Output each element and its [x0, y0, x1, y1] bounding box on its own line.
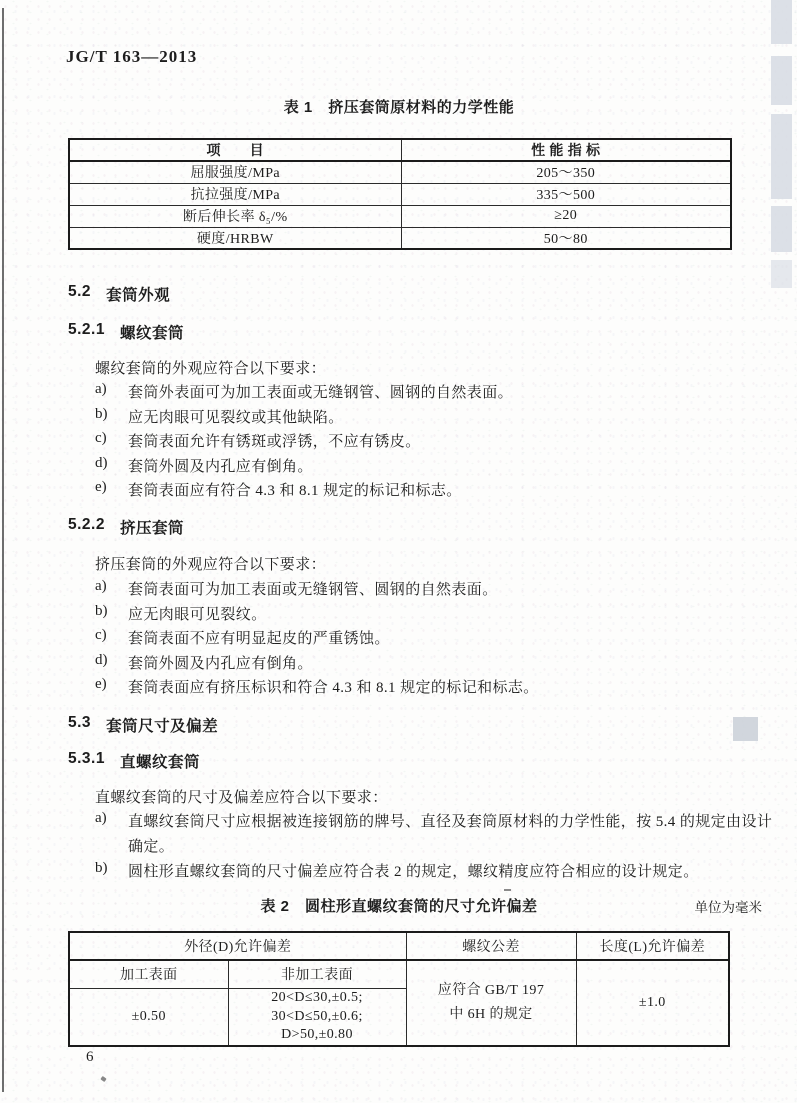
scan-band	[771, 114, 792, 199]
table1-value: 50～80	[401, 227, 731, 249]
table1-value: 335～500	[401, 183, 731, 205]
table1-item: 屈服强度/MPa	[69, 161, 401, 183]
list-item-label: a)	[95, 810, 107, 826]
table2-sub-unmachined: 非加工表面	[228, 960, 406, 988]
table2-col-outer-diameter: 外径(D)允许偏差	[69, 932, 406, 960]
list-item	[95, 455, 513, 480]
unmachined-line2: 30<D≤50,±0.6;	[271, 1008, 363, 1024]
unmachined-line3: D>50,±0.80	[281, 1027, 353, 1042]
scan-band	[771, 56, 792, 105]
list-item-label: b)	[95, 405, 108, 422]
list-item-label: d)	[95, 651, 108, 668]
list-item-label: a)	[95, 381, 107, 397]
list-item	[95, 479, 513, 504]
list-item	[95, 860, 776, 885]
scan-mark	[504, 889, 511, 891]
table2-header-row	[69, 932, 729, 960]
section-5-2-1-heading	[68, 321, 184, 343]
list-item-label: e)	[95, 676, 107, 692]
scan-edge-line	[2, 8, 4, 1092]
list-item-text: 套筒表面可为加工表面或无缝钢管、圆钢的自然表面。	[128, 582, 498, 598]
table1-item: 硬度/HRBW	[69, 227, 401, 249]
table1-value: 205～350	[401, 161, 731, 183]
table2-length-value: ±1.0	[576, 960, 729, 1046]
section-5-2-2-heading	[68, 516, 184, 538]
list-item-text: 应无肉眼可见裂纹或其他缺陷。	[128, 409, 344, 426]
list-item-label: d)	[95, 454, 108, 471]
table2-unmachined-values	[228, 988, 406, 1046]
table2	[68, 931, 730, 1047]
list-item	[95, 810, 776, 860]
scan-smudge	[733, 717, 758, 741]
list-item-label: c)	[95, 627, 107, 643]
section-number: 5.3	[68, 714, 92, 731]
table2-col-thread-tolerance: 螺纹公差	[406, 932, 576, 960]
thread-value-line2: 中 6H 的规定	[449, 1007, 533, 1022]
section-number: 5.2	[68, 283, 92, 300]
section-5-3-1-list	[95, 810, 776, 885]
scan-band	[771, 0, 792, 44]
table-row	[69, 227, 731, 249]
list-item-text: 圆柱形直螺纹套筒的尺寸偏差应符合表 2 的规定，螺纹精度应符合相应的设计规定。	[128, 864, 699, 880]
section-5-2-1-intro: 螺纹套筒的外观应符合以下要求：	[95, 361, 327, 377]
page-number: 6	[86, 1049, 94, 1065]
section-5-2-2-list	[95, 578, 539, 701]
table1-item: 抗拉强度/MPa	[69, 183, 401, 205]
list-item	[95, 603, 539, 628]
section-number: 5.3.1	[68, 750, 105, 767]
list-item-text: 套筒表面允许有锈斑或浮锈，不应有锈皮。	[128, 434, 421, 450]
list-item	[95, 406, 513, 431]
section-title: 套筒尺寸及偏差	[106, 718, 219, 735]
table1-item: 断后伸长率 δ₅/%	[69, 205, 401, 227]
table1-value: ≥20	[401, 205, 731, 227]
table2-thread-value	[406, 960, 576, 1046]
section-5-2-heading	[68, 283, 170, 305]
unit-note: 单位为毫米	[694, 900, 762, 915]
list-item	[95, 652, 539, 677]
unmachined-line1: 20<D≤30,±0.5;	[271, 990, 363, 1005]
list-item-text: 套筒外圆及内孔应有倒角。	[128, 655, 313, 672]
list-item	[95, 676, 539, 701]
table1-caption: 表 1 挤压套筒原材料的力学性能	[283, 99, 515, 116]
scan-band	[771, 260, 792, 288]
list-item-label: b)	[95, 602, 108, 619]
section-5-3-1-intro: 直螺纹套筒的尺寸及偏差应符合以下要求：	[95, 790, 388, 806]
list-item	[95, 627, 539, 652]
section-5-2-1-list	[95, 381, 513, 504]
table1-col-value: 性 能 指 标	[401, 139, 731, 161]
table-row	[69, 161, 731, 183]
table2-sub-machined: 加工表面	[69, 960, 228, 988]
section-title: 套筒外观	[106, 287, 171, 304]
list-item-text: 套筒表面不应有明显起皮的严重锈蚀。	[128, 631, 390, 647]
list-item-text: 套筒表面应有挤压标识和符合 4.3 和 8.1 规定的标记和标志。	[128, 680, 539, 696]
list-item-text: 套筒表面应有符合 4.3 和 8.1 规定的标记和标志。	[128, 483, 462, 499]
thread-value-line1: 应符合 GB/T 197	[437, 983, 545, 998]
list-item	[95, 381, 513, 406]
list-item-label: e)	[95, 479, 107, 495]
list-item-label: b)	[95, 860, 108, 876]
scan-band	[771, 206, 792, 252]
section-title: 挤压套筒	[119, 520, 184, 537]
section-title: 螺纹套筒	[119, 325, 184, 342]
section-5-3-1-heading	[68, 750, 200, 772]
list-item	[95, 430, 513, 455]
table2-caption: 表 2 圆柱形直螺纹套筒的尺寸允许偏差	[260, 898, 538, 915]
table2-col-length: 长度(L)允许偏差	[576, 932, 729, 960]
table1	[68, 138, 732, 250]
section-5-3-heading	[68, 714, 218, 736]
section-number: 5.2.1	[68, 321, 105, 338]
table1-header-row	[69, 139, 731, 161]
table1-col-item: 项 目	[69, 139, 401, 161]
standard-number: JG/T 163—2013	[66, 47, 198, 66]
table2-machined-value: ±0.50	[69, 988, 228, 1046]
list-item-text: 应无肉眼可见裂纹。	[128, 606, 267, 623]
list-item-text: 直螺纹套筒尺寸应根据被连接钢筋的牌号、直径及套筒原材料的力学性能，按 5.4 的规定由设计确定。	[128, 814, 773, 855]
table2-subheader-row	[69, 960, 729, 988]
section-number: 5.2.2	[68, 516, 105, 533]
table-row	[69, 183, 731, 205]
list-item-text: 套筒外表面可为加工表面或无缝钢管、圆钢的自然表面。	[128, 385, 514, 401]
section-5-2-2-intro: 挤压套筒的外观应符合以下要求：	[95, 557, 327, 573]
table-row	[69, 205, 731, 227]
scan-mark	[100, 1076, 106, 1082]
list-item-label: a)	[95, 578, 107, 594]
list-item	[95, 578, 539, 603]
list-item-text: 套筒外圆及内孔应有倒角。	[128, 458, 313, 475]
section-title: 直螺纹套筒	[119, 754, 200, 771]
list-item-label: c)	[95, 430, 107, 446]
